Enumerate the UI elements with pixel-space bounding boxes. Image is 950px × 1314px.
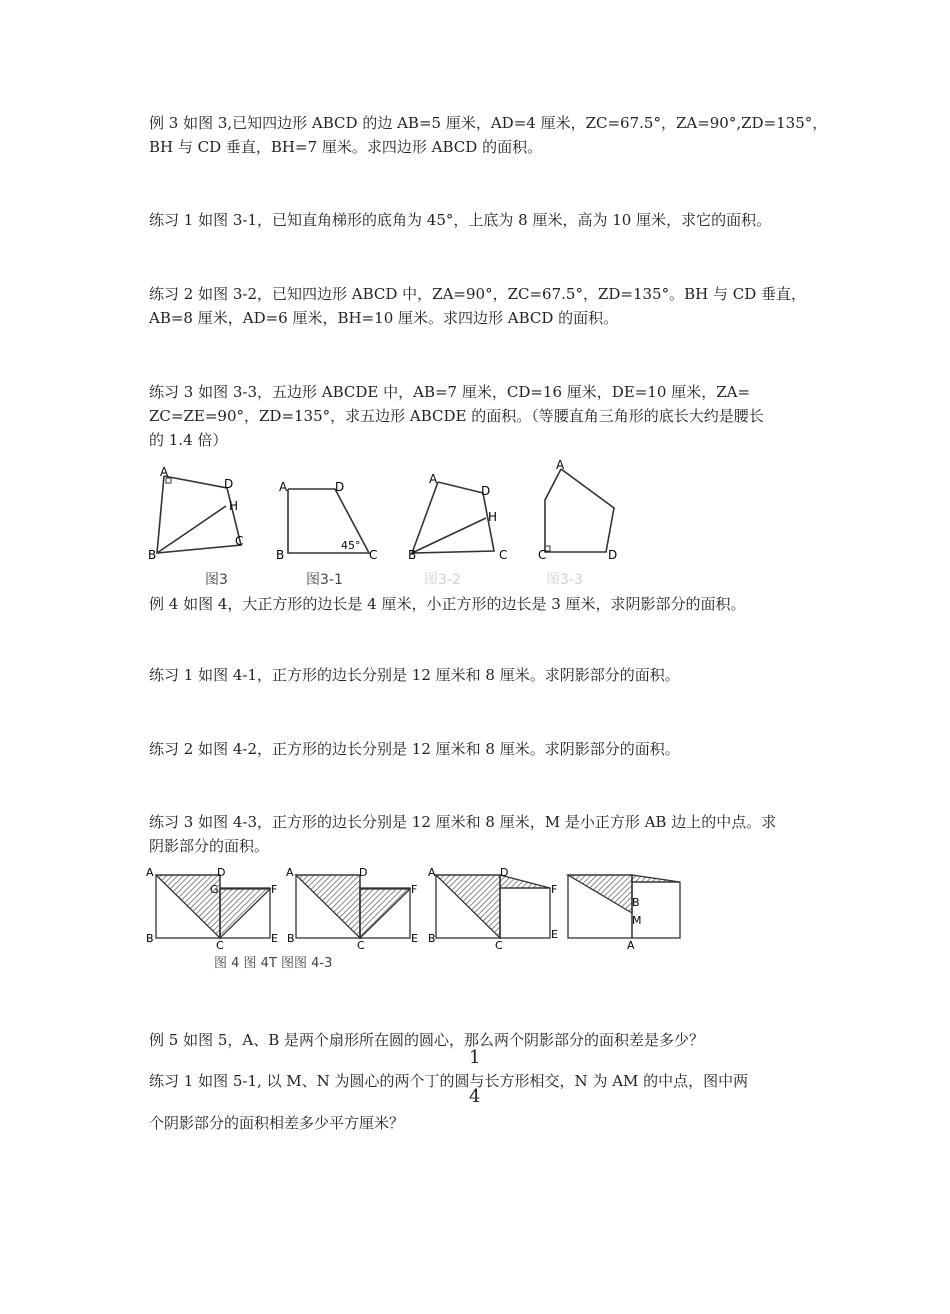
fig31-label-a: A bbox=[279, 480, 288, 494]
fig3-label-a: A bbox=[160, 465, 169, 479]
caption-fig3-1: 图3-1 bbox=[306, 572, 343, 588]
ex3-line2: BH 与 CD 垂直，BH=7 厘米。求四边形 ABCD 的面积。 bbox=[149, 138, 543, 156]
fig3-label-c: C bbox=[235, 534, 244, 548]
fig4-label-b: B bbox=[146, 932, 154, 945]
caption-fig3-3: 图3-3 bbox=[546, 572, 583, 588]
fig41-label-f: F bbox=[411, 883, 418, 896]
fig41-label-a: A bbox=[286, 866, 294, 879]
practice-5-1-line2: 个阴影部分的面积相差多少平方厘米？ bbox=[149, 1114, 405, 1132]
practice-4-3-line1: 练习 3 如图 4-3，正方形的边长分别是 12 厘米和 8 厘米，M 是小正方形 AB 边上的中点。求 bbox=[149, 813, 777, 831]
practice-4-1-text: 练习 1 如图 4-1，正方形的边长分别是 12 厘米和 8 厘米。求阴影部分的面积。 bbox=[149, 666, 680, 684]
fraction-denominator: 4 bbox=[469, 1086, 481, 1107]
ex4-line1: 例 4 如图 4，大正方形的边长是 4 厘米，小正方形的边长是 3 厘米，求阴影部分的面积。 bbox=[149, 595, 746, 613]
fraction-numerator: 1 bbox=[469, 1047, 481, 1068]
fig4-label-f: F bbox=[271, 883, 278, 896]
fig32-label-b: B bbox=[408, 548, 417, 562]
fig4-label-e: E bbox=[271, 932, 278, 945]
fig3-label-h: H bbox=[229, 499, 239, 513]
caption-fig3: 图3 bbox=[205, 572, 228, 588]
caption-fig4-row: 图 4 图 4T 图图 4-3 bbox=[214, 956, 333, 971]
fig3-label-d: D bbox=[224, 477, 234, 491]
fig32-label-a: A bbox=[429, 472, 438, 486]
practice-4-2-text: 练习 2 如图 4-2，正方形的边长分别是 12 厘米和 8 厘米。求阴影部分的面积。 bbox=[149, 740, 680, 758]
fig4-label-a: A bbox=[146, 866, 154, 879]
fig41-label-d: D bbox=[359, 866, 368, 879]
fig43-label-b: B bbox=[632, 896, 640, 909]
fig31-angle: 45° bbox=[341, 539, 361, 552]
practice-3-2-line1: 练习 2 如图 3-2，已知四边形 ABCD 中，ZA=90°，ZC=67.5°，ZD=135°。BH 与 CD 垂直， bbox=[149, 285, 807, 303]
fig3-label-b: B bbox=[148, 548, 157, 562]
fig32-label-d: D bbox=[481, 484, 491, 498]
practice-3-3-line2: ZC=ZE=90°，ZD=135°，求五边形 ABCDE 的面积。（等腰直角三角形的底长大约是腰长 bbox=[149, 407, 764, 425]
fig42-label-c: C bbox=[495, 939, 503, 952]
practice-4-3-line2: 阴影部分的面积。 bbox=[149, 837, 270, 855]
fig42-label-f: F bbox=[551, 883, 558, 896]
fig31-label-b: B bbox=[276, 548, 285, 562]
practice-5-1-line1: 练习 1 如图 5-1, 以 M、N 为圆心的两个丁的圆与长方形相交，N 为 AM 的中点，图中两 bbox=[149, 1072, 749, 1090]
fig43-label-m: M bbox=[632, 914, 642, 927]
fig43-label-a: A bbox=[627, 939, 635, 952]
figure-4-row bbox=[140, 862, 700, 952]
fig32-label-h: H bbox=[488, 510, 498, 524]
practice-3-3-line3: 的 1.4 倍） bbox=[149, 431, 228, 449]
ex3-line1: 例 3 如图 3,已知四边形 ABCD 的边 AB=5 厘米，AD=4 厘米，ZC=67.5°，ZA=90°,ZD=135°， bbox=[149, 114, 828, 132]
fig41-label-e: E bbox=[411, 932, 418, 945]
fig33-label-a: A bbox=[556, 458, 565, 472]
caption-fig3-2: 图3-2 bbox=[424, 572, 461, 588]
fig42-label-b: B bbox=[428, 932, 436, 945]
fig4-label-d: D bbox=[217, 866, 226, 879]
fig31-label-d: D bbox=[335, 480, 345, 494]
fig33-label-d: D bbox=[608, 548, 618, 562]
fig32-label-c: C bbox=[499, 548, 508, 562]
fig41-label-b: B bbox=[287, 932, 295, 945]
fig41-label-c: C bbox=[357, 939, 365, 952]
practice-3-2-line2: AB=8 厘米，AD=6 厘米，BH=10 厘米。求四边形 ABCD 的面积。 bbox=[149, 309, 619, 327]
fig4-label-g: G bbox=[210, 883, 219, 896]
practice-3-3-line1: 练习 3 如图 3-3，五边形 ABCDE 中，AB=7 厘米，CD=16 厘米，DE=10 厘米，ZA= bbox=[149, 383, 751, 401]
fig42-label-a: A bbox=[428, 866, 436, 879]
ex5-line1: 例 5 如图 5，A、B 是两个扇形所在圆的圆心，那么两个阴影部分的面积差是多少？ bbox=[149, 1031, 705, 1049]
practice-3-1-text: 练习 1 如图 3-1，已知直角梯形的底角为 45°，上底为 8 厘米，高为 10 厘米，求它的面积。 bbox=[149, 211, 772, 229]
fig4-label-c: C bbox=[216, 939, 224, 952]
fig42-label-d: D bbox=[500, 866, 509, 879]
fig33-label-c: C bbox=[538, 548, 547, 562]
fig42-label-e: E bbox=[551, 928, 558, 941]
fig31-label-c: C bbox=[369, 548, 378, 562]
